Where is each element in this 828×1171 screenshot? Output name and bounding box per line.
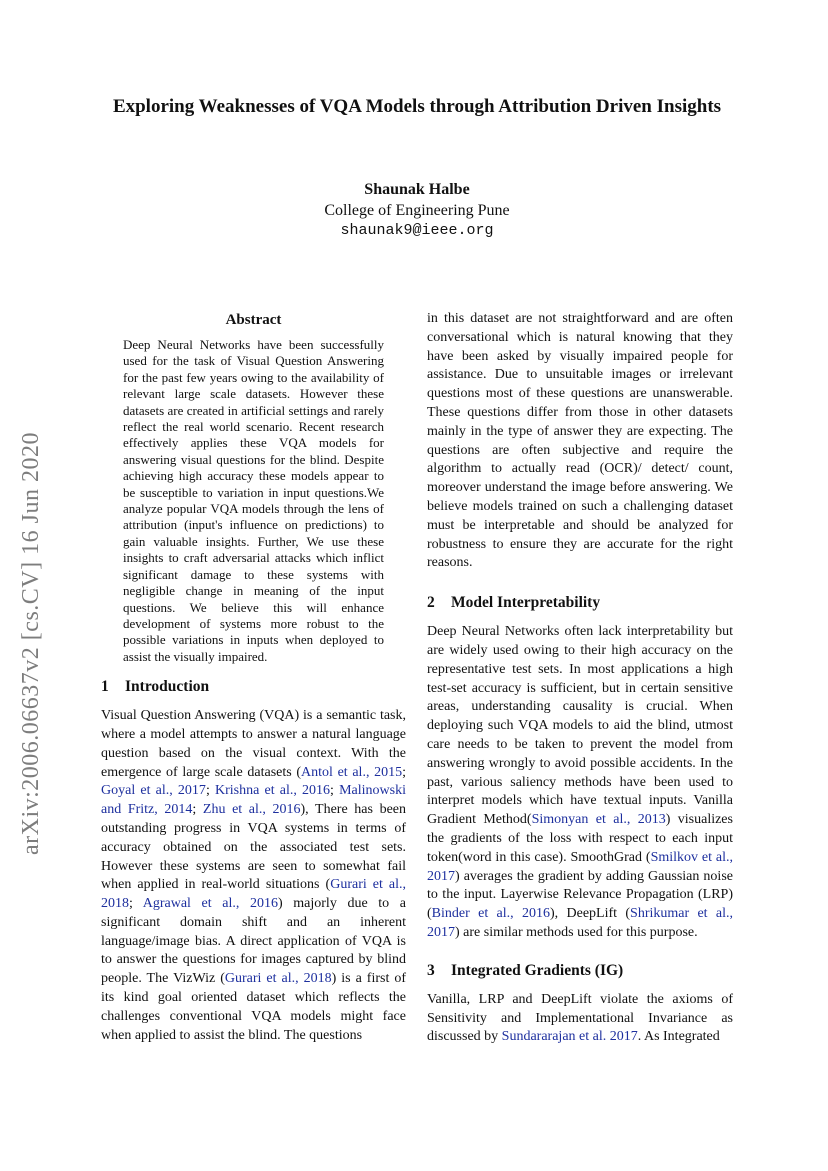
citation-link[interactable]: Gurari et al., 2018	[101, 877, 407, 912]
text-run: ) is a first of its kind goal oriented dataset which reflects the challenges conventional VQA models might face when applied to assist the blind. The questions	[101, 971, 406, 1043]
text-run: ;	[330, 783, 340, 799]
citation-link[interactable]: Goyal et al., 2017	[101, 783, 206, 799]
text-run: ), There has been outstanding progress in VQA systems in terms of accuracy obtained on the associated test sets. However these systems are seen to somewhat fail when applied in real-world situations (	[101, 802, 407, 893]
citation-link[interactable]: Zhu et al., 2016	[202, 802, 301, 818]
author-affiliation: College of Engineering Pune	[324, 202, 510, 219]
citation-link[interactable]: Krishna et al., 2016	[215, 783, 331, 799]
text-run: . As Integrated	[637, 1029, 720, 1045]
text-run: ) visualizes the gradients of the loss with respect to each input token(word in this case). SmoothGrad (	[427, 812, 733, 865]
text-run: ) averages the gradient by adding Gaussian noise to the input. Layerwise Relevance Propagation (LRP) (	[427, 868, 733, 922]
text-run: Vanilla, LRP and DeepLift violate the axioms of Sensitivity and Implementational Invariance as discussed by	[427, 991, 733, 1045]
introduction-paragraph	[101, 707, 406, 1045]
section-number: 3	[427, 961, 435, 979]
citation-link[interactable]: Antol et al., 2015	[301, 764, 403, 780]
introduction-continued-paragraph: in this dataset are not straightforward and are often conversational which is natural knowing that they have been asked by visually impaired people for assistance. Due to unsuitable images or irrelevant questions most of these questions are unanswerable. These questions differ from those in other datasets mainly in the type of answer they are expecting. The questions are often subjective and require the algorithm to actually read (OCR)/ detect/ count, moreover understand the image before answering. We believe models trained on such a challenging dataset must be interpretable and should be analyzed for robustness to ensure they are accurate for the right reasons.	[427, 311, 733, 571]
section-number: 1	[101, 678, 109, 696]
text-run: ;	[402, 764, 406, 780]
text-run: Visual Question Answering (VQA) is a semantic task, where a model attempts to answer a natural language question based on the visual context. With the emergence of large scale datasets (	[101, 708, 406, 780]
citation-link[interactable]: Malinowski and Fritz, 2014	[101, 783, 406, 818]
section-title: Integrated Gradients (IG)	[451, 961, 624, 979]
citation-link[interactable]: Smilkov et al., 2017	[427, 849, 733, 884]
text-run: ;	[192, 802, 203, 818]
author-email: shaunak9@ieee.org	[340, 222, 494, 239]
author-block	[100, 180, 734, 241]
section-number: 2	[427, 594, 435, 612]
citation-link[interactable]: Gurari et al., 2018	[224, 971, 332, 987]
text-run: ) majorly due to a significant domain shift and an inherent language/image bias. A direct application of VQA is to answer the questions for images captured by blind people. The VizWiz (	[101, 896, 406, 987]
section-title: Introduction	[125, 678, 210, 696]
text-run: ) are similar methods used for this purpose.	[455, 924, 698, 940]
section-heading-model-interpretability	[427, 593, 733, 613]
text-run: Deep Neural Networks often lack interpretability but are widely used owing to their high accuracy on the representative test sets. In most applications a high test-set accuracy is sufficient, but in certain sensitive areas, understanding causality is crucial. When deploying such VQA models to aid the blind, utmost care needs to be taken to prevent the model from answering wrongly to avoid possible accidents. In the past, various saliency methods have been used to interpret models which have textual inputs. Vanilla Gradient Method(	[427, 624, 733, 828]
left-column	[101, 310, 406, 1045]
author-name: Shaunak Halbe	[364, 181, 470, 198]
section-heading-introduction	[101, 677, 406, 697]
text-run: ;	[129, 896, 143, 912]
section-title: Model Interpretability	[451, 594, 601, 612]
abstract-heading: Abstract	[225, 312, 282, 328]
paper-title: Exploring Weaknesses of VQA Models through Attribution Driven Insights	[112, 96, 722, 117]
citation-link[interactable]: Sundararajan et al. 2017	[501, 1029, 638, 1045]
text-run: ), DeepLift (	[550, 906, 631, 922]
arxiv-identifier-stamp: arXiv:2006.06637v2 [cs.CV] 16 Jun 2020	[18, 432, 44, 855]
citation-link[interactable]: Agrawal et al., 2016	[142, 896, 278, 912]
interpretability-paragraph	[427, 623, 733, 943]
citation-link[interactable]: Simonyan et al., 2013	[531, 812, 666, 828]
right-column	[427, 310, 733, 1047]
citation-link[interactable]: Shrikumar et al., 2017	[427, 906, 734, 940]
section-heading-integrated-gradients	[427, 961, 733, 981]
abstract-text: Deep Neural Networks have been successfully used for the task of Visual Question Answering for the past few years owing to the availability of relevant large scale datasets. However these datasets are created in artificial settings and rarely reflect the real world scenario. Recent research effectively applies these VQA models for answering visual questions for the blind. Despite achieving high accuracy these models appear to be susceptible to variation in input questions.We analyze popular VQA models through the lens of attribution (input's influence on predictions) to gain valuable insights. Further, We use these insights to craft adversarial attacks which inflict significant damage to these systems with negligible change in meaning of the input questions. We believe this will enhance development of systems more robust to the possible variations in inputs when deployed to assist the visually impaired.	[123, 337, 384, 664]
citation-link[interactable]: Binder et al., 2016	[431, 906, 550, 922]
text-run: ;	[205, 783, 215, 799]
integrated-gradients-paragraph	[427, 991, 733, 1047]
